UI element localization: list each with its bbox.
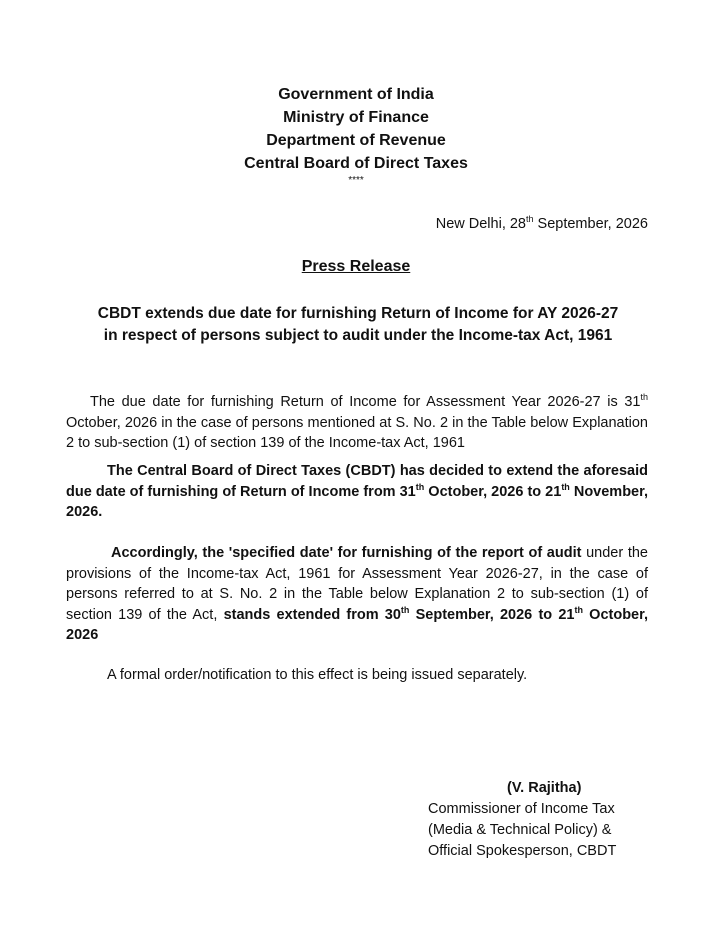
signatory-name: (V. Rajitha)	[507, 780, 582, 796]
paragraph-3-text: under the provisions of the Income-tax Act, 1961 for Assessment Year 2026-27, in the case of persons referred to at S. No. 2 in the Table below Explanation 2 to sub-section (1) of section 139 of the Act,	[66, 545, 648, 623]
signatory-designation-3: Official Spokesperson, CBDT	[428, 843, 617, 859]
header-ministry: Ministry of Finance	[283, 109, 429, 126]
paragraph-3-bold-a: Accordingly, the 'specified date' for furnishing of the report of audit	[111, 545, 582, 561]
paragraph-3-bold-d: October, 2026	[66, 606, 648, 643]
paragraph-2-ordinal-1: th	[415, 481, 425, 492]
paragraph-3-ordinal-2: th	[574, 604, 583, 615]
paragraph-1	[66, 392, 648, 454]
paragraph-3-bold-c: September, 2026 to 21	[409, 606, 575, 623]
signature-block	[428, 778, 648, 862]
subject-line-1: CBDT extends due date for furnishing Return of Income for AY 2026-27	[97, 305, 619, 322]
letterhead	[0, 83, 712, 186]
header-separator-stars: ****	[348, 175, 364, 186]
press-release-title: Press Release	[301, 258, 411, 275]
paragraph-2-text-a: The Central Board of Direct Taxes (CBDT) has decided to extend the aforesaid due date of furnishing of Return of Income from 31	[66, 463, 648, 500]
header-department: Department of Revenue	[266, 132, 446, 149]
dateline-place-day: New Delhi, 28	[435, 216, 526, 232]
paragraph-2-ordinal-2: th	[561, 481, 570, 492]
paragraph-2-text-c: November, 2026.	[66, 483, 648, 520]
signatory-designation-1: Commissioner of Income Tax	[428, 801, 615, 817]
signatory-designation-2: (Media & Technical Policy) &	[428, 822, 612, 838]
paragraph-3-ordinal-1: th	[400, 604, 410, 615]
subject-line-2: in respect of persons subject to audit under the Income-tax Act, 1961	[103, 327, 613, 344]
paragraph-1-text-b: October, 2026 in the case of persons mentioned at S. No. 2 in the Table below Explanation 2 to sub-section (1) of section 139 of the Income-tax Act, 1961	[66, 414, 648, 451]
dateline	[436, 215, 648, 233]
paragraph-1-ordinal: th	[640, 392, 648, 403]
dateline-ordinal: th	[526, 214, 534, 225]
dateline-month-year: September, 2026	[533, 216, 648, 232]
subject-heading	[60, 303, 656, 347]
paragraph-3	[66, 543, 648, 646]
paragraph-3-bold-b: stands extended from 30	[223, 606, 401, 623]
paragraph-1-text-a: The due date for furnishing Return of Income for Assessment Year 2026-27 is 31	[90, 394, 641, 410]
header-board: Central Board of Direct Taxes	[244, 155, 468, 172]
paragraph-2-text-b: October, 2026 to 21	[424, 483, 562, 500]
paragraph-4: A formal order/notification to this effect is being issued separately.	[107, 667, 528, 683]
paragraph-2	[66, 461, 648, 523]
header-government: Government of India	[278, 86, 434, 103]
